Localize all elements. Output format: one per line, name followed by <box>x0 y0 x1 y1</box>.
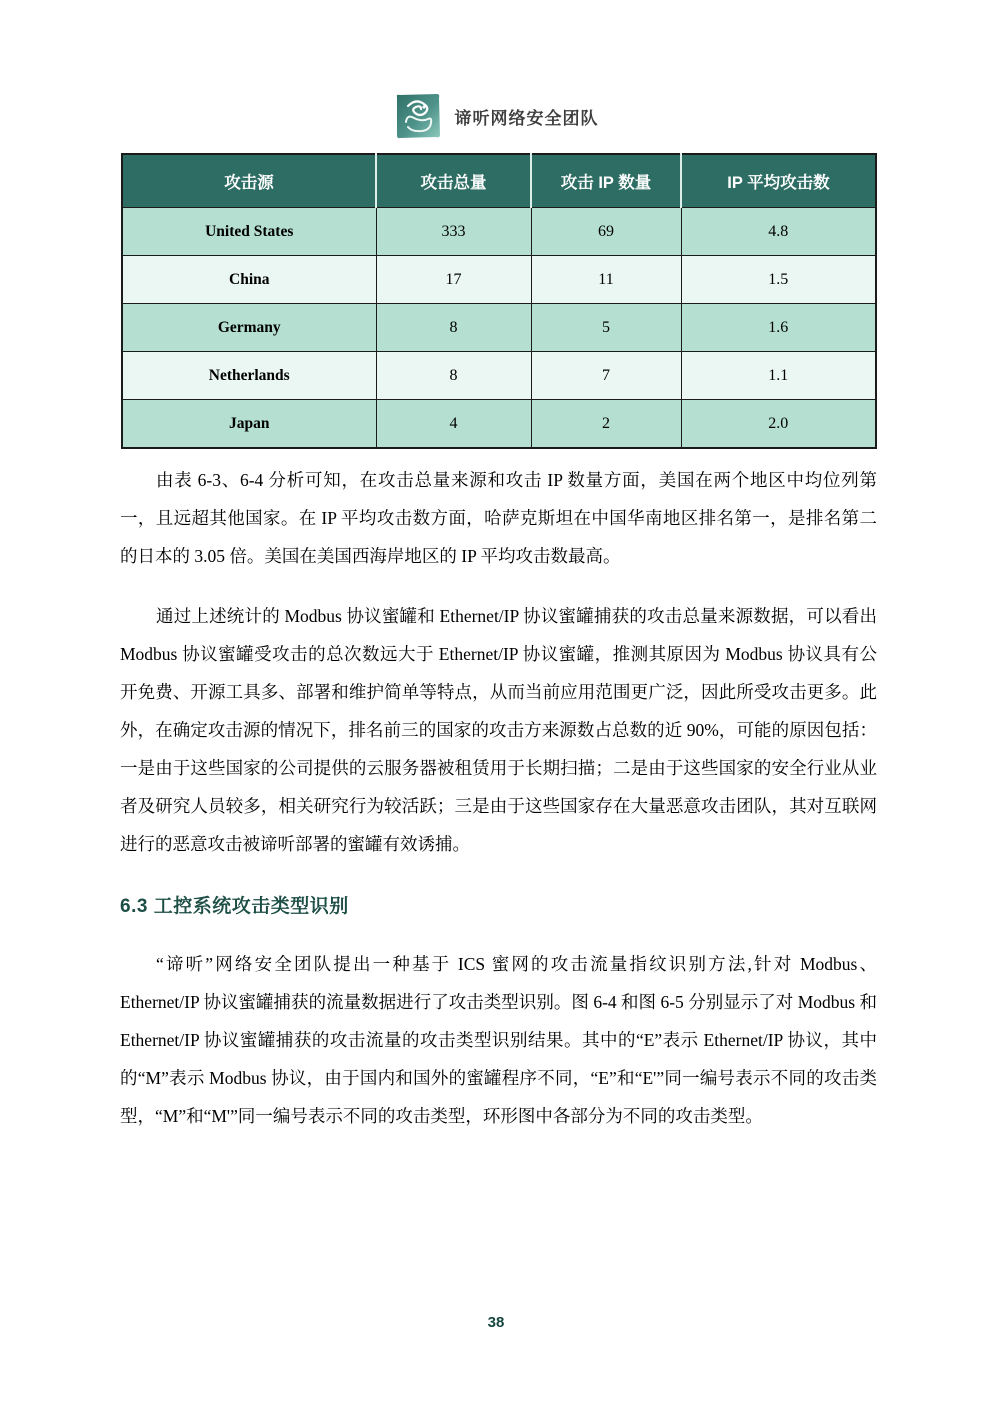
table-row <box>122 400 876 449</box>
header-ip-avg-attacks: IP 平均攻击数 <box>681 154 876 208</box>
team-logo-icon <box>394 92 442 140</box>
cell-total: 17 <box>376 256 531 304</box>
header-attack-ip-count: 攻击 IP 数量 <box>531 154 681 208</box>
cell-ip-count: 2 <box>531 400 681 449</box>
paragraph-modbus-comparison: 通过上述统计的 Modbus 协议蜜罐和 Ethernet/IP 协议蜜罐捕获的攻击总量来源数据，可以看出 Modbus 协议蜜罐受攻击的总次数远大于 Ethernet/IP 协议蜜罐，推测其原因为 Modbus 协议具有公开免费、开源工具多、部署和维护简单等特点，从而当前应用范围更广泛，因此所受攻击更多。此外，在确定攻击源的情况下，排名前三的国家的攻击方来源数占总数的近 90%，可能的原因包括：一是由于这些国家的公司提供的云服务器被租赁用于长期扫描；二是由于这些国家的安全行业从业者及研究人员较多，相关研究行为较活跃；三是由于这些国家存在大量恶意攻击团队，其对互联网进行的恶意攻击被谛听部署的蜜罐有效诱捕。 <box>120 606 877 854</box>
team-logo-text: 谛听网络安全团队 <box>454 108 599 128</box>
header-attack-total: 攻击总量 <box>376 154 531 208</box>
table-row <box>122 256 876 304</box>
cell-source: Germany <box>122 304 376 352</box>
cell-avg: 4.8 <box>681 208 876 256</box>
cell-ip-count: 11 <box>531 256 681 304</box>
cell-total: 333 <box>376 208 531 256</box>
header-attack-source: 攻击源 <box>122 154 376 208</box>
cell-source: Netherlands <box>122 352 376 400</box>
cell-ip-count: 7 <box>531 352 681 400</box>
cell-source: United States <box>122 208 376 256</box>
cell-source: China <box>122 256 376 304</box>
cell-avg: 1.1 <box>681 352 876 400</box>
paragraph-analysis-table: 由表 6-3、6-4 分析可知，在攻击总量来源和攻击 IP 数量方面，美国在两个地区中均位列第一，且远超其他国家。在 IP 平均攻击数方面，哈萨克斯坦在中国华南地区排名第一，是排名第二的日本的 3.05 倍。美国在美国西海岸地区的 IP 平均攻击数最高。 <box>120 470 877 566</box>
attack-source-table <box>121 153 877 449</box>
cell-total: 4 <box>376 400 531 449</box>
cell-ip-count: 69 <box>531 208 681 256</box>
cell-total: 8 <box>376 352 531 400</box>
section-heading-6-3: 6.3 工控系统攻击类型识别 <box>120 896 349 917</box>
table-row <box>122 304 876 352</box>
paragraph-attack-type-identification: “谛听”网络安全团队提出一种基于 ICS 蜜网的攻击流量指纹识别方法,针对 Modbus、Ethernet/IP 协议蜜罐捕获的流量数据进行了攻击类型识别。图 6-4 和图 6-5 分别显示了对 Modbus 和 Ethernet/IP 协议蜜罐捕获的攻击流量的攻击类型识别结果。其中的“E”表示 Ethernet/IP 协议，其中的“M”表示 Modbus 协议，由于国内和国外的蜜罐程序不同，“E”和“E'”同一编号表示不同的攻击类型，“M”和“M'”同一编号表示不同的攻击类型，环形图中各部分为不同的攻击类型。 <box>120 954 877 1126</box>
header-logo <box>0 0 992 140</box>
page-number: 38 <box>487 1314 505 1331</box>
cell-avg: 1.6 <box>681 304 876 352</box>
table-row <box>122 208 876 256</box>
table-row <box>122 352 876 400</box>
cell-source: Japan <box>122 400 376 449</box>
cell-avg: 2.0 <box>681 400 876 449</box>
cell-avg: 1.5 <box>681 256 876 304</box>
cell-total: 8 <box>376 304 531 352</box>
cell-ip-count: 5 <box>531 304 681 352</box>
table-header-row <box>122 154 876 208</box>
